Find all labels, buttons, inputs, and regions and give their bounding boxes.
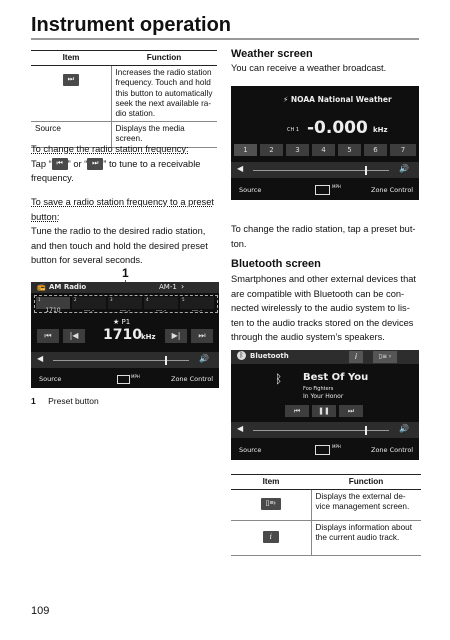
previous-track-icon: ⏮ (293, 407, 301, 415)
freq-section (31, 142, 219, 186)
page-number: 109 (31, 605, 50, 617)
table1-header-item: Item (31, 51, 111, 66)
volume-slider[interactable] (53, 360, 189, 361)
zone-control-button[interactable]: Zone Control (371, 186, 414, 194)
pause-icon: ❚❚ (318, 407, 330, 415)
preset-2-value: ---.- (83, 307, 95, 314)
table1-row1-desc: Increases the radio station frequency. Touch and hold this button to automatically seek the next available ra-dio station. (111, 66, 217, 122)
tune-up-button[interactable] (165, 329, 187, 343)
seek-back-button[interactable] (37, 329, 59, 343)
freq-rest-text: ” to tune to a receivable frequency. (31, 158, 201, 184)
star-icon: ★ (113, 318, 120, 326)
speed-display-icon (315, 445, 330, 455)
device-management-icon: ▯≡› (261, 498, 281, 510)
weather-screen (231, 86, 419, 200)
tune-down-button[interactable] (63, 329, 85, 343)
bt-footer (231, 442, 419, 460)
am-header-label: AM Radio (49, 283, 87, 291)
weather-preset-1[interactable]: 1 (234, 144, 257, 156)
seek-forward-icon: ⏭ (198, 331, 206, 340)
weather-volume-bar (231, 162, 419, 178)
weather-preset-4[interactable]: 4 (312, 144, 335, 156)
bluetooth-icon: ᛒ (237, 351, 246, 360)
weather-preset-5[interactable]: 5 (338, 144, 361, 156)
title-divider (31, 38, 419, 40)
volume-knob[interactable] (365, 426, 367, 435)
table2-row1-desc: Displays the external de-vice management screen. (311, 490, 421, 521)
bluetooth-heading: Bluetooth screen (231, 258, 321, 270)
preset-1-value: 1710 (45, 307, 61, 314)
source-button[interactable]: Source (39, 375, 62, 383)
seek-back-icon: ⏮ (52, 158, 68, 170)
table2-row2-item (231, 521, 311, 556)
table1-row2-item: Source (31, 122, 111, 147)
step-forward-icon: ▶| (171, 331, 181, 340)
weather-header-label: NOAA National Weather (290, 95, 392, 104)
preset-heading: To save a radio station frequency to a preset button: (31, 197, 214, 222)
volume-knob[interactable] (365, 166, 367, 175)
album-name: In Your Honor (303, 393, 344, 400)
function-table-2 (231, 474, 421, 556)
table1-row1-item (31, 66, 111, 122)
step-back-icon: |◀ (69, 331, 79, 340)
volume-knob[interactable] (165, 356, 167, 365)
device-management-icon[interactable]: ▯≡ › (373, 351, 397, 363)
table2-header-item: Item (231, 475, 311, 490)
source-button[interactable]: Source (239, 446, 262, 454)
seek-forward-icon: ⏭ (87, 158, 103, 170)
volume-slider[interactable] (253, 170, 389, 171)
weather-preset-7[interactable]: 7 (390, 144, 416, 156)
info-icon[interactable]: i (349, 351, 363, 363)
zone-control-button[interactable]: Zone Control (171, 375, 214, 383)
preset-3-num: 3 (110, 297, 113, 302)
table1-header-function: Function (111, 51, 217, 66)
figure-legend (31, 396, 99, 406)
zone-control-button[interactable]: Zone Control (371, 446, 414, 454)
bt-volume-bar (231, 422, 419, 438)
mph-label: MPH (332, 444, 341, 449)
am-frequency: 1710 (103, 327, 142, 343)
next-track-button[interactable] (339, 405, 363, 417)
lightning-icon: ⚡ (283, 95, 289, 104)
freq-tap-text: Tap “ (31, 158, 52, 169)
preset-section (31, 195, 219, 268)
weather-header (283, 95, 392, 104)
mph-label: MPH (131, 374, 140, 379)
preset-button-2[interactable] (72, 297, 106, 314)
preset-button-4[interactable] (144, 297, 178, 314)
volume-down-icon[interactable]: ◀ (237, 424, 244, 433)
radio-icon: 📻 (37, 283, 46, 291)
am-footer (31, 371, 219, 388)
am-volume-bar (31, 352, 219, 368)
callout-number: 1 (122, 266, 129, 280)
volume-slider[interactable] (253, 430, 389, 431)
preset-label: P1 (121, 318, 131, 326)
weather-preset-2[interactable]: 2 (260, 144, 283, 156)
preset-3-value: ---.- (119, 307, 131, 314)
volume-up-icon[interactable]: 🔊 (199, 354, 209, 363)
preset-5-value: ---.- (191, 307, 203, 314)
previous-track-button[interactable] (285, 405, 309, 417)
chevron-right-icon[interactable]: › (181, 282, 185, 291)
bluetooth-logo-icon: ᛒ (275, 372, 283, 386)
bt-header-label: Bluetooth (250, 352, 289, 360)
bluetooth-screen (231, 350, 419, 460)
am-header-bar (31, 282, 219, 293)
preset-button-1[interactable] (36, 297, 70, 314)
speed-display-icon (117, 375, 130, 384)
function-table-1 (31, 50, 217, 148)
legend-text: Preset button (48, 396, 99, 406)
weather-frequency: -0.000 (307, 118, 368, 138)
artist-name: Foo Fighters (303, 386, 334, 392)
volume-down-icon[interactable]: ◀ (37, 354, 44, 363)
am-unit: kHz (141, 333, 156, 341)
preset-2-num: 2 (74, 297, 77, 302)
preset-1-num: 1 (38, 297, 41, 302)
am-band[interactable]: AM-1 (159, 283, 177, 291)
preset-4-value: ---.- (155, 307, 167, 314)
weather-channel: CH 1 (287, 127, 300, 133)
next-track-icon: ⏭ (347, 407, 355, 415)
bluetooth-text: Smartphones and other external devices that are compatible with Bluetooth can be con-nected wirelessly to the audio system to lis-ten to the audio tracks stored on the devices through the audio system’s speakers. (231, 274, 417, 343)
table2-row2-desc: Displays information about the current audio track. (311, 521, 421, 556)
table2-row1-item (231, 490, 311, 521)
bt-header-bar (231, 350, 419, 364)
legend-number: 1 (31, 396, 36, 406)
seek-forward-icon: ⏭ (63, 74, 79, 86)
am-radio-screen (31, 282, 219, 388)
volume-up-icon[interactable]: 🔊 (399, 424, 409, 433)
freq-heading: To change the radio station frequency: (31, 144, 189, 154)
seek-forward-button[interactable] (191, 329, 213, 343)
weather-footer (231, 182, 419, 200)
preset-button-3[interactable] (108, 297, 142, 314)
weather-preset-6[interactable]: 6 (364, 144, 387, 156)
table1-row2-desc: Displays the media screen. (111, 122, 217, 147)
preset-text: Tune the radio to the desired radio station, and then touch and hold the desired preset button for several seconds. (31, 226, 208, 266)
info-icon: i (263, 531, 279, 543)
weather-unit: kHz (373, 126, 388, 134)
freq-instructions (31, 157, 219, 186)
table2-header-function: Function (311, 475, 421, 490)
weather-preset-3[interactable]: 3 (286, 144, 309, 156)
weather-text: You can receive a weather broadcast. (231, 63, 387, 73)
preset-button-5[interactable] (180, 297, 214, 314)
preset-indicator (113, 318, 130, 326)
volume-down-icon[interactable]: ◀ (237, 164, 244, 173)
page-title: Instrument operation (31, 14, 232, 36)
freq-or-text: ” or “ (67, 158, 88, 169)
weather-after-text: To change the radio station, tap a preset but-ton. (231, 224, 416, 249)
speed-display-icon (315, 185, 330, 195)
preset-4-num: 4 (146, 297, 149, 302)
weather-heading: Weather screen (231, 48, 313, 60)
volume-up-icon[interactable]: 🔊 (399, 164, 409, 173)
pause-button[interactable] (312, 405, 336, 417)
source-button[interactable]: Source (239, 186, 262, 194)
preset-5-num: 5 (182, 297, 185, 302)
mph-label: MPH (332, 184, 341, 189)
seek-back-icon: ⏮ (44, 331, 52, 340)
song-title: Best Of You (303, 372, 369, 383)
